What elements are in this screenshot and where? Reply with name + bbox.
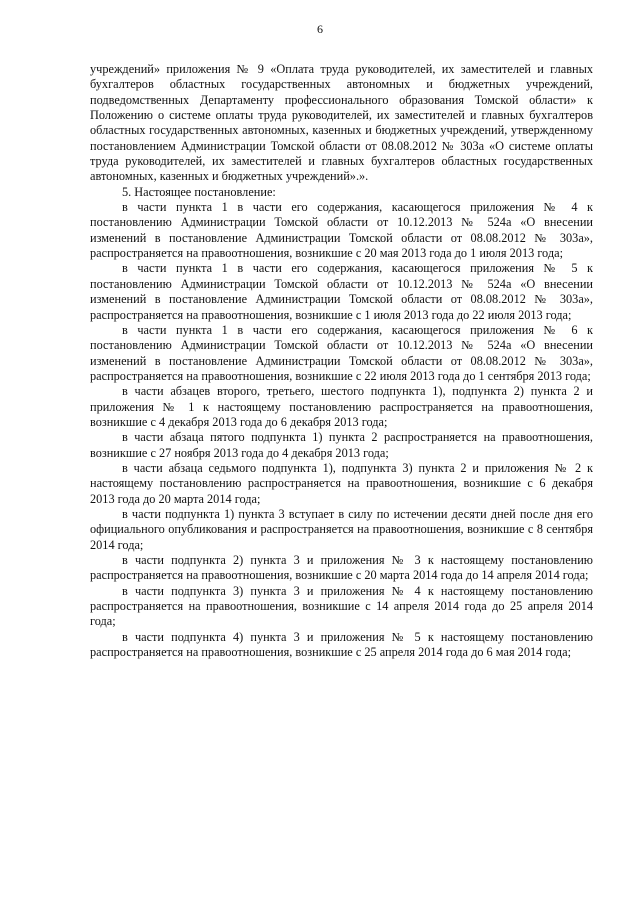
paragraph: в части подпункта 4) пункта 3 и приложения № 5 к настоящему постановлению распространяется на правоотношения, возникшие с 25 апреля 2014 года до 6 мая 2014 года; (90, 629, 593, 660)
paragraph: в части подпункта 1) пункта 3 вступает в силу по истечении десяти дней после дня его официального опубликования и распространяется на правоотношения, возникшие с 8 сентября 2014 года; (90, 506, 593, 552)
paragraph: в части абзаца пятого подпункта 1) пункта 2 распространяется на правоотношения, возникшие с 27 ноября 2013 года до 4 декабря 2013 года; (90, 430, 593, 460)
paragraph: в части пункта 1 в части его содержания, касающегося приложения № 6 к постановлению Администрации Томской области от 10.12.2013 № 524а «О внесении изменений в постановление Администрации Томской области от 08.08.2012 № 303а», распространяется на правоотношения, возникшие с 22 июля 2013 года до 1 сентября 2013 года; (90, 322, 593, 383)
paragraph-continuation: учреждений» приложения № 9 «Оплата труда руководителей, их заместителей и главных бухгалтеров областных государственных автономных и бюджетных учреждений, подведомственных Департаменту профессионального образования Томской области» к Положению о системе оплаты труда руководителей, их заместителей и главных бухгалтеров областных государственных автономных, казенных и бюджетных учреждений, утвержденному постановлением Администрации Томской области от 08.08.2012 № 303а «О системе оплаты труда руководителей, их заместителей и главных бухгалтеров областных государственных автономных, казенных и бюджетных учреждений».». (90, 62, 593, 184)
paragraph: в части абзаца седьмого подпункта 1), подпункта 3) пункта 2 и приложения № 2 к настоящему постановлению распространяется на правоотношения, возникшие с 6 декабря 2013 года до 20 марта 2014 года; (90, 460, 593, 506)
paragraph: в части абзацев второго, третьего, шестого подпункта 1), подпункта 2) пункта 2 и приложения № 1 к настоящему постановлению распространяется на правоотношения, возникшие с 4 декабря 2013 года до 6 декабря 2013 года; (90, 384, 593, 429)
paragraph: в части подпункта 2) пункта 3 и приложения № 3 к настоящему постановлению распространяется на правоотношения, возникшие с 20 марта 2014 года до 14 апреля 2014 года; (90, 553, 593, 583)
paragraph: в части пункта 1 в части его содержания, касающегося приложения № 4 к постановлению Администрации Томской области от 10.12.2013 № 524а «О внесении изменений в постановление Администрации Томской области от 08.08.2012 № 303а», распространяется на правоотношения, возникшие с 20 мая 2013 года до 1 июля 2013 года; (90, 200, 593, 261)
paragraph: в части пункта 1 в части его содержания, касающегося приложения № 5 к постановлению Администрации Томской области от 10.12.2013 № 524а «О внесении изменений в постановление Администрации Томской области от 08.08.2012 № 303а», распространяется на правоотношения, возникшие с 1 июля 2013 года до 22 июля 2013 года; (90, 261, 593, 322)
paragraph-clause-5: 5. Настоящее постановление: (122, 184, 276, 199)
document-body (90, 62, 593, 660)
paragraph: в части подпункта 3) пункта 3 и приложения № 4 к настоящему постановлению распространяется на правоотношения, возникшие с 14 апреля 2014 года до 25 апреля 2014 года; (90, 583, 593, 629)
page-number: 6 (317, 22, 323, 36)
